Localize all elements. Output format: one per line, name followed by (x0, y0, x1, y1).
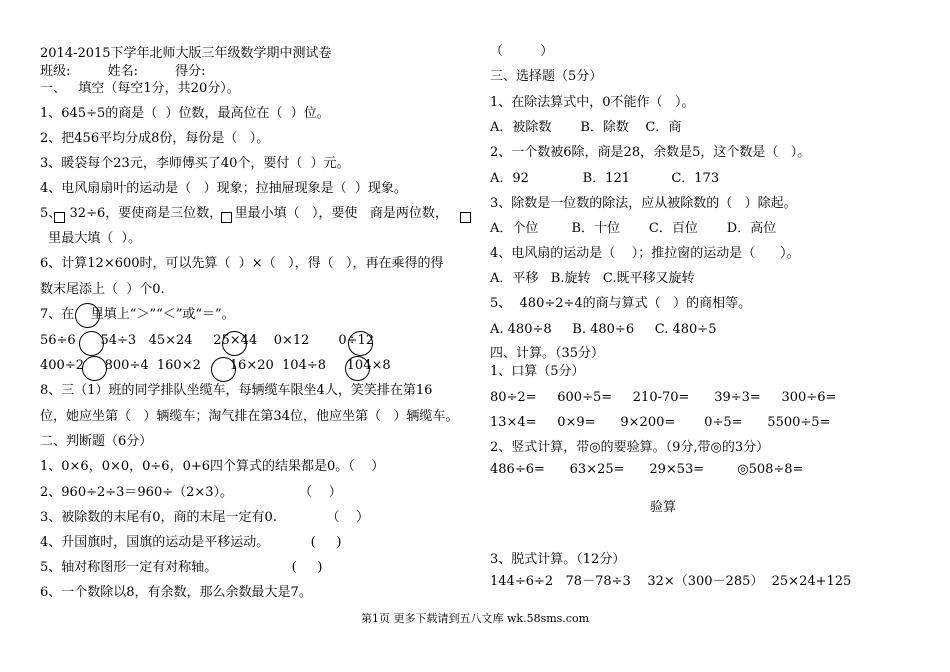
student-info-line: 班级: 姓名: 得分: (40, 64, 206, 79)
compare-circle-legend (75, 303, 100, 328)
fill-question-6-line-1: 6、计算12×600时，可以先算（ ）×（ ），得（ ），再在乘得的得 (40, 256, 444, 271)
exam-title: 2014-2015下学年北师大版三年级数学期中测试卷 (40, 46, 332, 61)
oral-calc-row-1: 80÷2= 600÷5= 210-70= 39÷3= 300÷6= (490, 390, 837, 405)
compare-circle-2 (222, 331, 247, 356)
answer-square-2 (221, 212, 232, 223)
choice-question-5-options: A. 480÷8 B. 480÷6 C. 480÷5 (490, 322, 717, 337)
choice-question-1: 1、在除法算式中，0不能作（ ）。 (490, 95, 695, 110)
step-calc-title: 3、脱式计算。（12分） (490, 552, 626, 567)
fill-question-6-line-2: 数末尾添上（ ）个0. (40, 282, 165, 297)
judge-question-5: 5、轴对称图形一定有对称轴。 ( ) (40, 560, 323, 575)
judge-6-answer-bracket: （ ） (490, 44, 554, 59)
fill-question-4: 4、电风扇扇叶的运动是（ ）现象；拉抽屉现象是（ ）现象。 (40, 181, 407, 196)
compare-row-1: 56÷6 54÷3 45×24 25×44 0×12 0÷12 (40, 333, 375, 348)
compare-circle-1 (79, 331, 104, 356)
judge-question-3: 3、被除数的末尾有0，商的末尾一定有0. （ ） (40, 510, 370, 525)
choice-question-3-options: A．个位 B．十位 C．百位 D．高位 (490, 221, 777, 236)
oral-calc-row-2: 13×4= 0×9= 9×200= 0÷5= 5500÷5= (490, 415, 831, 430)
fill-question-5-line-1: 5、 32÷6，要使商是三位数， 里最小填（ ），要使 商是两位数， (40, 206, 448, 221)
choice-question-3: 3、除数是一位数的除法，应从被除数的（ ）除起。 (490, 196, 797, 211)
choice-question-4-options: A．平移 B.旋转 C.既平移又旋转 (490, 271, 695, 286)
judge-question-6: 6、一个数除以8，有余数，那么余数最大是7。 (40, 585, 312, 600)
choice-question-4: 4、电风扇的运动是（ ）；推拉窗的运动是（ ）。 (490, 246, 800, 261)
fill-question-8-line-2: 位，她应坐第（ ）辆缆车；淘气排在第34位，他应坐第（ ）辆缆车。 (40, 409, 459, 424)
compare-circle-6 (345, 356, 370, 381)
choice-question-2-options: A．92 B．121 C．173 (490, 171, 720, 186)
step-calc-row: 144÷6÷2 78－78÷3 32×（300－285） 25×24+125 (490, 574, 852, 589)
choice-question-1-options: A．被除数 B．除数 C．商 (490, 120, 682, 135)
compare-circle-5 (211, 357, 236, 382)
judge-question-4: 4、升国旗时，国旗的运动是平移运动。 ( ) (40, 535, 342, 550)
fill-question-7: 7、在 里填上“＞”“＜”或“＝”。 (40, 307, 235, 322)
choice-question-2: 2、一个数被6除，商是28，余数是5，这个数是（ ）。 (490, 145, 811, 160)
verification-label: 验算 (650, 500, 677, 515)
judge-question-1: 1、0×6，0×0，0÷6，0+6四个算式的结果都是0。（ ） (40, 459, 385, 474)
judge-question-2: 2、960÷2÷3＝960÷（2×3）。 （ ） (40, 485, 342, 500)
fill-question-3: 3、暖袋每个23元，李师傅买了40个，要付（ ）元。 (40, 156, 350, 171)
section-1-title: 一、 填空（每空1分，共20分）。 (40, 81, 240, 96)
section-4-title: 四、计算。（35分） (490, 346, 605, 361)
answer-square-1 (54, 212, 65, 223)
vertical-calc-title: 2、竖式计算，带◎的要验算。（9分,带◎的3分） (490, 440, 770, 455)
fill-question-5-line-2: 里最大填（ ）。 (40, 231, 142, 246)
section-3-title: 三、选择题（5分） (490, 69, 603, 84)
answer-square-3 (460, 212, 471, 223)
compare-circle-4 (82, 356, 107, 381)
vertical-calc-row: 486÷6= 63×25= 29×53= ◎508÷8= (490, 462, 804, 477)
fill-question-1: 1、645÷5的商是（ ）位数，最高位在（ ）位。 (40, 106, 330, 121)
compare-circle-3 (348, 331, 373, 356)
choice-question-5: 5、 480÷2÷4的商与算式（ ）的商相等。 (490, 296, 752, 311)
fill-question-8-line-1: 8、三（1）班的同学排队坐缆车，每辆缆车限坐4人，笑笑排在第16 (40, 383, 433, 398)
fill-question-2: 2、把456平均分成8份，每份是（ ）。 (40, 131, 270, 146)
section-2-title: 二、判断题（6分） (40, 434, 153, 449)
oral-calc-title: 1、口算（5分） (490, 364, 585, 379)
compare-row-2: 400÷2 800÷4 160×2 16×20 104÷8 104×8 (40, 358, 391, 373)
page-footer: 第1页 更多下载请到五八文库 wk.58sms.com (361, 612, 589, 625)
